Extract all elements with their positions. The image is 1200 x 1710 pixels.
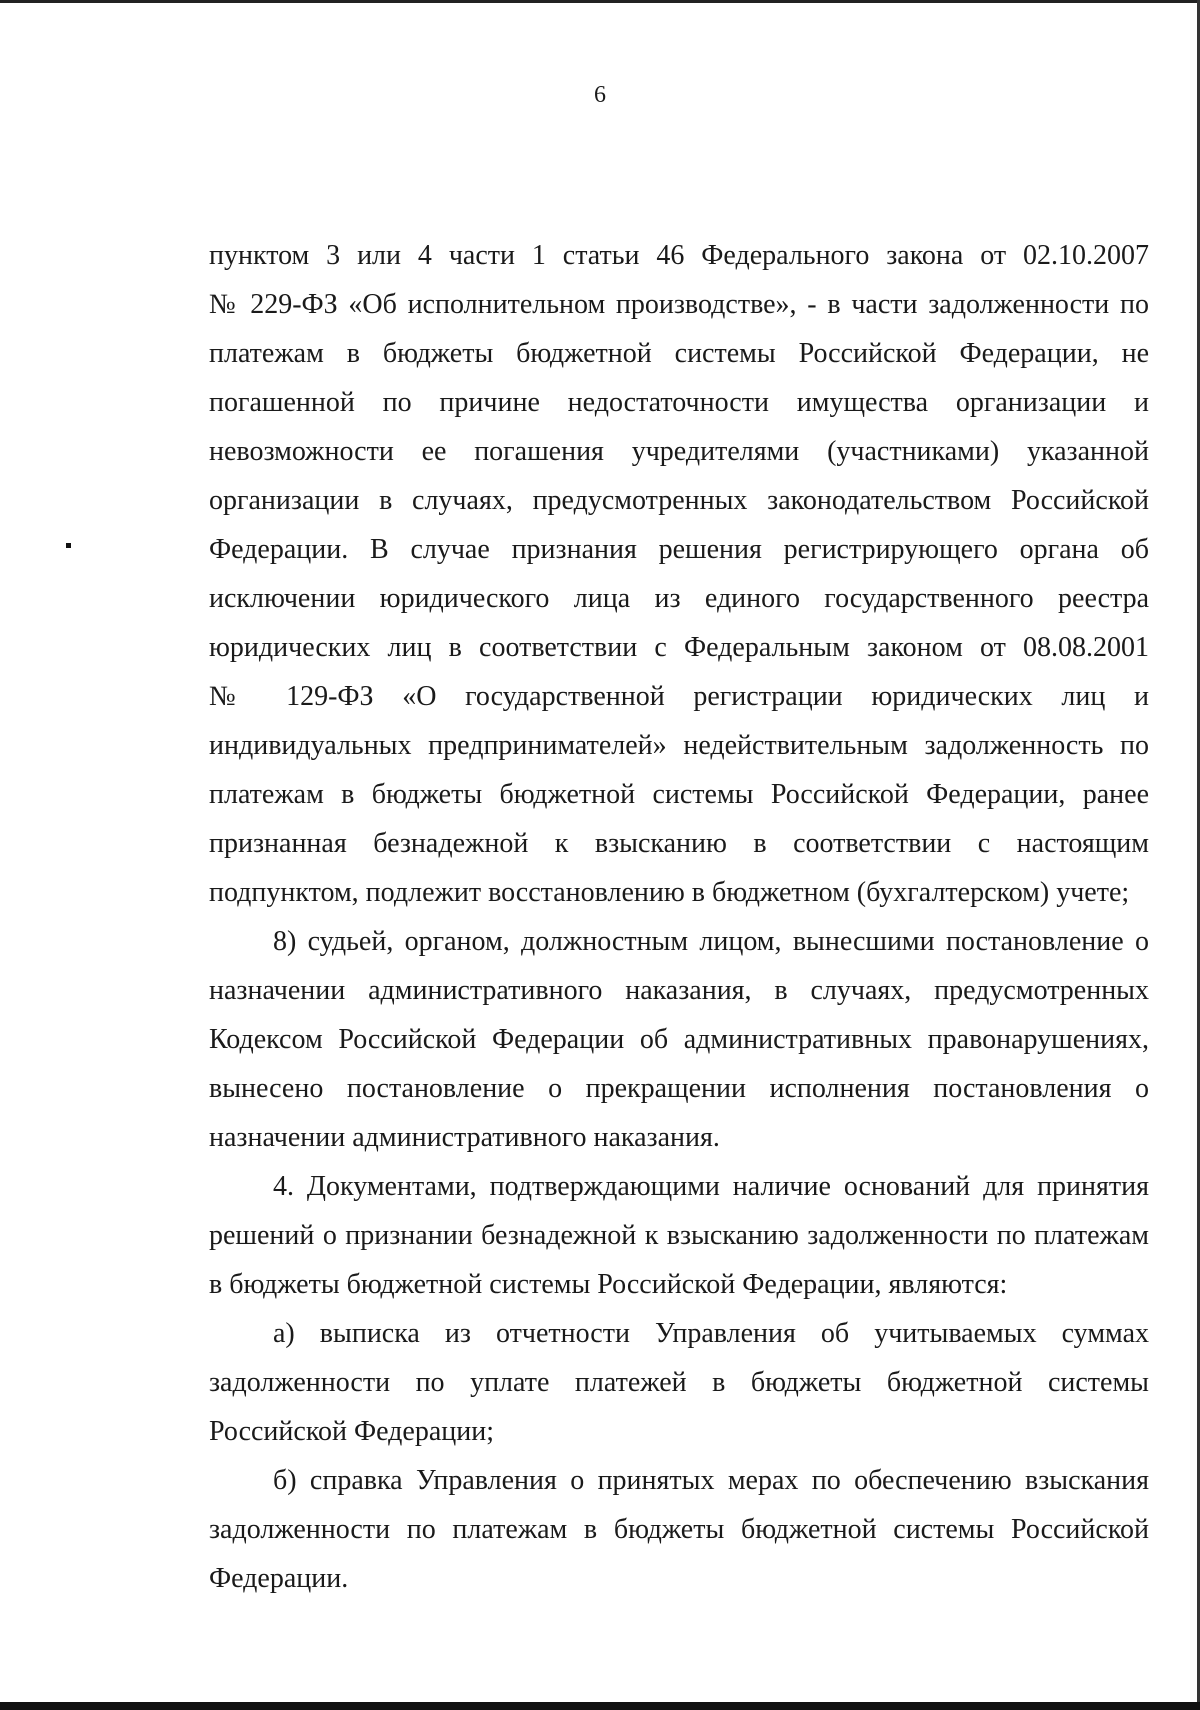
- text-line: Кодексом Российской Федерации об административных правонарушениях,: [209, 1024, 1149, 1055]
- text-line: решений о признании безнадежной к взысканию задолженности по платежам: [209, 1220, 1149, 1251]
- text-line: невозможности ее погашения учредителями (участниками) указанной: [209, 436, 1149, 467]
- scan-bottom-border: [0, 1702, 1200, 1710]
- text-line: юридических лиц в соответствии с Федеральным законом от 08.08.2001: [209, 632, 1149, 663]
- text-line: № 229-ФЗ «Об исполнительном производстве», - в части задолженности по: [209, 289, 1149, 320]
- text-line: погашенной по причине недостаточности имущества организации и: [209, 387, 1149, 418]
- text-line: подпунктом, подлежит восстановлению в бюджетном (бухгалтерском) учете;: [209, 877, 1130, 908]
- text-line: организации в случаях, предусмотренных законодательством Российской: [209, 485, 1149, 516]
- text-line: платежам в бюджеты бюджетной системы Российской Федерации, не: [209, 338, 1149, 369]
- text-line: исключении юридического лица из единого государственного реестра: [209, 583, 1149, 614]
- scan-top-border: [0, 0, 1200, 3]
- document-body: [209, 231, 1149, 1603]
- text-line: а) выписка из отчетности Управления об учитываемых суммах: [273, 1318, 1149, 1349]
- text-line: в бюджеты бюджетной системы Российской Федерации, являются:: [209, 1269, 1008, 1300]
- text-line: 4. Документами, подтверждающими наличие оснований для принятия: [273, 1171, 1149, 1202]
- text-line: Федерации.: [209, 1563, 349, 1594]
- text-line: индивидуальных предпринимателей» недействительным задолженность по: [209, 730, 1149, 761]
- scan-speck: [66, 543, 71, 548]
- text-line: Российской Федерации;: [209, 1416, 495, 1447]
- paragraph: [209, 1162, 1149, 1309]
- text-line: б) справка Управления о принятых мерах по обеспечению взыскания: [273, 1465, 1149, 1496]
- text-line: пунктом 3 или 4 части 1 статьи 46 Федерального закона от 02.10.2007: [209, 240, 1149, 271]
- text-line: признанная безнадежной к взысканию в соответствии с настоящим: [209, 828, 1149, 859]
- page-number: 6: [594, 82, 606, 108]
- text-line: назначении административного наказания, в случаях, предусмотренных: [209, 975, 1149, 1006]
- text-line: назначении административного наказания.: [209, 1122, 720, 1153]
- paragraph: [209, 231, 1149, 917]
- text-line: вынесено постановление о прекращении исполнения постановления о: [209, 1073, 1149, 1104]
- text-line: задолженности по платежам в бюджеты бюджетной системы Российской: [209, 1514, 1149, 1545]
- text-line: задолженности по уплате платежей в бюджеты бюджетной системы: [209, 1367, 1149, 1398]
- paragraph: [209, 1309, 1149, 1456]
- text-line: 8) судьей, органом, должностным лицом, вынесшими постановление о: [273, 926, 1149, 957]
- paragraph: [209, 1456, 1149, 1603]
- paragraph: [209, 917, 1149, 1162]
- text-line: № 129-ФЗ «О государственной регистрации юридических лиц и: [209, 681, 1149, 712]
- text-line: платежам в бюджеты бюджетной системы Российской Федерации, ранее: [209, 779, 1149, 810]
- text-line: Федерации. В случае признания решения регистрирующего органа об: [209, 534, 1149, 565]
